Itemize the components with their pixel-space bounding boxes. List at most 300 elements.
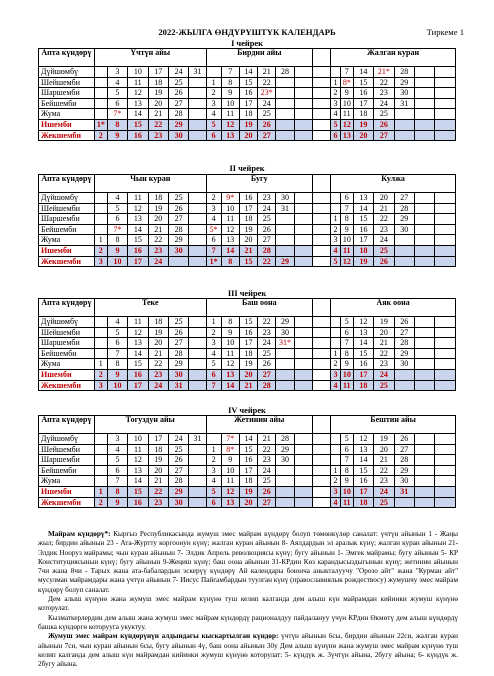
date-cell: 20: [374, 327, 394, 338]
date-cell: [189, 245, 206, 256]
date-cell: 17: [239, 338, 257, 349]
date-cell: 19: [148, 203, 168, 214]
weekday-row: [39, 369, 456, 380]
date-cell: 2: [94, 130, 107, 141]
date-cell: [294, 317, 312, 328]
date-cell: 2: [206, 455, 221, 466]
date-cell: 11: [221, 348, 239, 359]
date-cell: 4: [206, 214, 221, 225]
date-cell: 14: [221, 245, 239, 256]
weekday-row: [39, 444, 456, 455]
quarter-label: I чейрек: [231, 39, 263, 48]
month-header: [94, 175, 206, 193]
date-cell: 17: [353, 369, 373, 380]
date-cell: 4: [107, 444, 127, 455]
date-cell: 26: [168, 203, 188, 214]
date-cell: [435, 77, 456, 88]
month-spacer: [312, 256, 330, 267]
date-cell: 6: [107, 214, 127, 225]
date-cell: [294, 224, 312, 235]
date-cell: 22: [148, 119, 168, 130]
weekday-row: [39, 486, 456, 497]
weekday-row: [39, 317, 456, 328]
date-cell: 14: [353, 67, 373, 78]
date-cell: 30: [168, 497, 188, 508]
date-cell: 24: [258, 338, 276, 349]
weekday-label: Жума: [39, 109, 95, 120]
date-cell: 26: [258, 359, 276, 370]
date-cell: [294, 476, 312, 487]
date-cell: 14: [128, 224, 148, 235]
date-cell: [414, 67, 434, 78]
date-cell: 30: [276, 455, 294, 466]
date-cell: 21: [374, 203, 394, 214]
date-cell: 31: [394, 98, 414, 109]
date-cell: 25: [374, 109, 394, 120]
date-cell: 10: [221, 98, 239, 109]
date-cell: 3: [206, 203, 221, 214]
date-cell: 16: [353, 476, 373, 487]
date-cell: 8: [107, 359, 127, 370]
date-cell: 4: [107, 193, 127, 204]
month-name: Бештин айы: [370, 415, 416, 424]
date-cell: 22: [374, 465, 394, 476]
date-cell: 30: [276, 193, 294, 204]
month-spacer: [312, 338, 330, 349]
date-cell: 1: [206, 444, 221, 455]
date-cell: [94, 455, 107, 466]
date-cell: 1: [94, 486, 107, 497]
date-cell: [189, 88, 206, 99]
date-cell: 17: [353, 98, 373, 109]
date-cell: 19: [239, 359, 257, 370]
date-cell: 4: [331, 109, 341, 120]
date-cell: [94, 203, 107, 214]
date-cell: [435, 88, 456, 99]
date-cell: 31: [168, 380, 188, 391]
month-name: Бирдин айы: [237, 48, 282, 57]
month-spacer: [312, 476, 330, 487]
date-cell: 2: [331, 224, 341, 235]
date-cell: [414, 245, 434, 256]
date-cell: 9: [340, 88, 353, 99]
date-cell: [189, 203, 206, 214]
date-cell: 1: [331, 214, 341, 225]
date-cell: 3: [107, 434, 127, 445]
date-cell: [414, 88, 434, 99]
date-cell: 10: [128, 67, 148, 78]
date-cell: 16: [239, 327, 257, 338]
month-spacer: [312, 245, 330, 256]
month-spacer: [312, 327, 330, 338]
date-cell: 14: [128, 476, 148, 487]
date-cell: [294, 235, 312, 246]
month-name: Чын куран: [130, 174, 171, 183]
date-cell: 29: [168, 235, 188, 246]
date-cell: 4: [107, 317, 127, 328]
date-cell: [331, 455, 341, 466]
date-cell: 10: [221, 203, 239, 214]
date-cell: 3: [331, 369, 341, 380]
date-cell: 1: [331, 77, 341, 88]
weekday-label: Бейшемби: [39, 224, 95, 235]
weekday-label: Жекшемби: [39, 380, 95, 391]
weekday-label: Жума: [39, 359, 95, 370]
date-cell: 18: [148, 444, 168, 455]
date-cell: 12: [340, 256, 353, 267]
date-cell: 15: [239, 256, 257, 267]
notes-section: [38, 530, 458, 669]
date-cell: 7: [340, 455, 353, 466]
date-cell: 8: [340, 214, 353, 225]
date-cell: 18: [148, 193, 168, 204]
date-cell: [189, 119, 206, 130]
date-cell: [435, 486, 456, 497]
date-cell: 26: [168, 455, 188, 466]
date-cell: 3: [331, 486, 341, 497]
month-name: Баш оона: [241, 298, 277, 307]
date-cell: 9: [107, 245, 127, 256]
month-spacer: [312, 88, 330, 99]
month-header: [206, 416, 312, 434]
date-cell: [189, 486, 206, 497]
date-cell: [294, 98, 312, 109]
date-cell: [94, 434, 107, 445]
date-cell: [414, 256, 434, 267]
date-cell: [414, 486, 434, 497]
quarter-calendar-table: [38, 174, 456, 267]
date-cell: [94, 193, 107, 204]
date-cell: [206, 67, 221, 78]
date-cell: [294, 465, 312, 476]
month-header: [331, 49, 456, 67]
month-spacer: [312, 348, 330, 359]
date-cell: 1*: [94, 119, 107, 130]
date-cell: 17: [128, 256, 148, 267]
weekday-row: [39, 109, 456, 120]
date-cell: 31: [189, 67, 206, 78]
weekday-label: Бейшемби: [39, 465, 95, 476]
date-cell: 13: [221, 235, 239, 246]
date-cell: 30: [168, 245, 188, 256]
month-spacer: [312, 98, 330, 109]
month-spacer: [312, 77, 330, 88]
date-cell: 27: [258, 497, 276, 508]
date-cell: [276, 359, 294, 370]
date-cell: [435, 193, 456, 204]
date-cell: [189, 369, 206, 380]
date-cell: [331, 338, 341, 349]
date-cell: 23: [374, 359, 394, 370]
date-cell: 19: [374, 317, 394, 328]
date-cell: 6: [206, 130, 221, 141]
month-name: Жетинин айы: [234, 415, 285, 424]
date-cell: [435, 98, 456, 109]
date-cell: 16: [353, 88, 373, 99]
month-header: [206, 49, 312, 67]
date-cell: 25: [168, 317, 188, 328]
date-cell: 25: [374, 245, 394, 256]
date-cell: 30: [276, 327, 294, 338]
date-cell: 2: [94, 369, 107, 380]
date-cell: 18: [353, 380, 373, 391]
date-cell: 15: [353, 348, 373, 359]
date-cell: [435, 130, 456, 141]
date-cell: [189, 77, 206, 88]
date-cell: 15: [239, 317, 257, 328]
date-cell: [435, 203, 456, 214]
month-spacer: [312, 175, 330, 193]
date-cell: 7: [340, 203, 353, 214]
date-cell: [435, 359, 456, 370]
weekday-label: Шейшемби: [39, 444, 95, 455]
date-cell: 9: [340, 476, 353, 487]
date-cell: 29: [394, 77, 414, 88]
date-cell: 27: [374, 130, 394, 141]
date-cell: 1: [331, 465, 341, 476]
date-cell: 4: [331, 380, 341, 391]
date-cell: [294, 109, 312, 120]
date-cell: [276, 235, 294, 246]
date-cell: 5: [107, 203, 127, 214]
date-cell: [276, 497, 294, 508]
date-cell: 27: [258, 369, 276, 380]
date-cell: 7*: [107, 224, 127, 235]
day-column-header: Апта күндөрү: [39, 175, 95, 193]
date-cell: [276, 380, 294, 391]
weekday-row: [39, 67, 456, 78]
date-cell: 7: [340, 67, 353, 78]
date-cell: 16: [353, 359, 373, 370]
note-government-right: Кызматкерлердин дем алыш жана жумуш эмес майрам күндөрдү рационалдуу пайдалануу үчүн КРдин Өкмөтү дем алыш күндөрдү башка күндөргө которууга укуктуу.: [38, 613, 458, 631]
date-cell: 13: [353, 444, 373, 455]
date-cell: 21: [148, 348, 168, 359]
date-cell: 12: [221, 119, 239, 130]
date-cell: [414, 98, 434, 109]
date-cell: 17: [239, 465, 257, 476]
date-cell: 25: [258, 214, 276, 225]
date-cell: [435, 348, 456, 359]
date-cell: 3: [94, 380, 107, 391]
date-cell: 22: [258, 256, 276, 267]
date-cell: 23*: [258, 88, 276, 99]
date-cell: 27: [394, 444, 414, 455]
date-cell: 10: [221, 338, 239, 349]
date-cell: [94, 77, 107, 88]
date-cell: 17: [353, 486, 373, 497]
date-cell: 11: [340, 109, 353, 120]
date-cell: [276, 98, 294, 109]
date-cell: 28: [168, 476, 188, 487]
date-cell: 6: [206, 369, 221, 380]
date-cell: [394, 109, 414, 120]
weekday-label: Дүйшөмбү: [39, 317, 95, 328]
month-spacer: [312, 109, 330, 120]
date-cell: 9: [107, 369, 127, 380]
date-cell: 5: [206, 119, 221, 130]
date-cell: 15: [128, 119, 148, 130]
date-cell: 22: [148, 359, 168, 370]
date-cell: 4: [206, 348, 221, 359]
date-cell: 11: [128, 193, 148, 204]
date-cell: 12: [221, 359, 239, 370]
date-cell: 20: [239, 130, 257, 141]
date-cell: [435, 476, 456, 487]
date-cell: 17: [239, 203, 257, 214]
date-cell: 9: [107, 130, 127, 141]
date-cell: 4: [206, 109, 221, 120]
month-spacer: [312, 444, 330, 455]
date-cell: [94, 327, 107, 338]
date-cell: 2: [206, 88, 221, 99]
date-cell: 4: [331, 245, 341, 256]
date-cell: 10: [107, 380, 127, 391]
date-cell: 29: [276, 317, 294, 328]
date-cell: [294, 455, 312, 466]
date-cell: [331, 67, 341, 78]
date-cell: [276, 465, 294, 476]
date-cell: 12: [353, 434, 373, 445]
date-cell: [414, 444, 434, 455]
date-cell: 16: [239, 88, 257, 99]
date-cell: 5: [206, 359, 221, 370]
date-cell: 1: [206, 77, 221, 88]
date-cell: 18: [239, 476, 257, 487]
month-header: [331, 299, 456, 317]
date-cell: 25: [168, 444, 188, 455]
date-cell: 9: [221, 455, 239, 466]
weekday-row: [39, 465, 456, 476]
date-cell: 25: [168, 77, 188, 88]
date-cell: 2: [94, 497, 107, 508]
date-cell: [331, 203, 341, 214]
date-cell: 12: [128, 88, 148, 99]
date-cell: [189, 380, 206, 391]
date-cell: [394, 235, 414, 246]
month-spacer: [312, 203, 330, 214]
date-cell: [294, 486, 312, 497]
date-cell: [294, 245, 312, 256]
date-cell: 10: [340, 369, 353, 380]
date-cell: [435, 317, 456, 328]
month-spacer: [312, 67, 330, 78]
date-cell: [414, 359, 434, 370]
date-cell: 16: [128, 130, 148, 141]
date-cell: [94, 317, 107, 328]
date-cell: 31: [189, 434, 206, 445]
date-cell: 2: [206, 193, 221, 204]
date-cell: [435, 455, 456, 466]
date-cell: [189, 327, 206, 338]
date-cell: 19: [353, 119, 373, 130]
date-cell: [94, 476, 107, 487]
date-cell: 19: [148, 455, 168, 466]
date-cell: [276, 369, 294, 380]
date-cell: 24: [148, 380, 168, 391]
date-cell: 14: [353, 203, 373, 214]
date-cell: 19: [239, 486, 257, 497]
date-cell: [294, 88, 312, 99]
date-cell: 8*: [340, 77, 353, 88]
date-cell: 19: [148, 88, 168, 99]
date-cell: 25: [258, 109, 276, 120]
month-name: Тогуздун айы: [125, 415, 175, 424]
date-cell: [414, 109, 434, 120]
weekday-label: Дүйшөмбү: [39, 193, 95, 204]
date-cell: 28: [258, 245, 276, 256]
date-cell: 8: [221, 256, 239, 267]
note-holidays: Майрам күндөрү*: Кыргыз Республикасында жумуш эмес майрам күндөрү болуп төмөнкүлөр саналат: үчтүн айынын 1 - Жаңы жыл; бирдин айынын 23 - Ата-Журтту коргоонун күнү; жалган куран айынын 8- Аялдардын эл аралык күнү; жалган куран айынын 21- Элдик Нооруз майрамы; чын куран айынын 7- Элдик Апрель революциясы күнү; бугу айынын 1- Эмгек майрамы; бугу айынын 5- КР Конституциясынын күнү; бугу айынын 9-Жеңиш күнү; баш оона айынын 31-КРдин Көз карандысыздыгынын күнү; жетинин айынын 7чи жана 8чи - Тарых жана ата-бабалардын эскерүү күндөрү Ай календары боюнча аныкталуучу "Орозо айт" жана "Курман айт" мусулман майрамдары жана үчтүн айынын 7- Иисус Пайгамбардын туулган күнү (православиялык рождествосу) жумушчу эмес майрам күндөрү болуп саналат.: [38, 530, 458, 594]
date-cell: 15: [128, 486, 148, 497]
weekday-row: [39, 245, 456, 256]
date-cell: [435, 109, 456, 120]
date-cell: 7*: [221, 434, 239, 445]
date-cell: 9*: [221, 193, 239, 204]
date-cell: [435, 465, 456, 476]
date-cell: [206, 434, 221, 445]
weekday-row: [39, 327, 456, 338]
month-spacer: [312, 434, 330, 445]
date-cell: 11: [340, 245, 353, 256]
date-cell: 6: [107, 98, 127, 109]
date-cell: [294, 130, 312, 141]
date-cell: [414, 348, 434, 359]
date-cell: [435, 214, 456, 225]
date-cell: [276, 119, 294, 130]
month-spacer: [312, 119, 330, 130]
date-cell: [189, 444, 206, 455]
date-cell: 13: [340, 130, 353, 141]
date-cell: 22: [148, 235, 168, 246]
date-cell: 10: [128, 434, 148, 445]
month-name: Үчтүн айы: [130, 48, 171, 57]
month-spacer: [312, 486, 330, 497]
weekday-label: Ишемби: [39, 245, 95, 256]
date-cell: 30: [394, 476, 414, 487]
date-cell: 8: [221, 77, 239, 88]
date-cell: [294, 348, 312, 359]
date-cell: [414, 497, 434, 508]
date-cell: 7: [340, 338, 353, 349]
date-cell: 14: [221, 380, 239, 391]
date-cell: 4: [107, 77, 127, 88]
month-spacer: [312, 465, 330, 476]
weekday-row: [39, 348, 456, 359]
day-column-header: Апта күндөрү: [39, 49, 95, 67]
date-cell: 5: [340, 317, 353, 328]
date-cell: 18: [148, 317, 168, 328]
date-cell: 24: [374, 369, 394, 380]
date-cell: 21*: [374, 67, 394, 78]
date-cell: 21: [239, 245, 257, 256]
date-cell: 19: [353, 256, 373, 267]
weekday-label: Шейшемби: [39, 327, 95, 338]
date-cell: 29: [168, 486, 188, 497]
date-cell: 22: [374, 348, 394, 359]
date-cell: [294, 193, 312, 204]
date-cell: 30: [394, 359, 414, 370]
date-cell: [331, 193, 341, 204]
date-cell: 19: [239, 224, 257, 235]
date-cell: 27: [258, 235, 276, 246]
date-cell: 13: [128, 465, 148, 476]
weekday-row: [39, 214, 456, 225]
date-cell: 14: [353, 455, 373, 466]
date-cell: [414, 130, 434, 141]
date-cell: 13: [353, 193, 373, 204]
date-cell: [276, 109, 294, 120]
date-cell: 28: [394, 455, 414, 466]
